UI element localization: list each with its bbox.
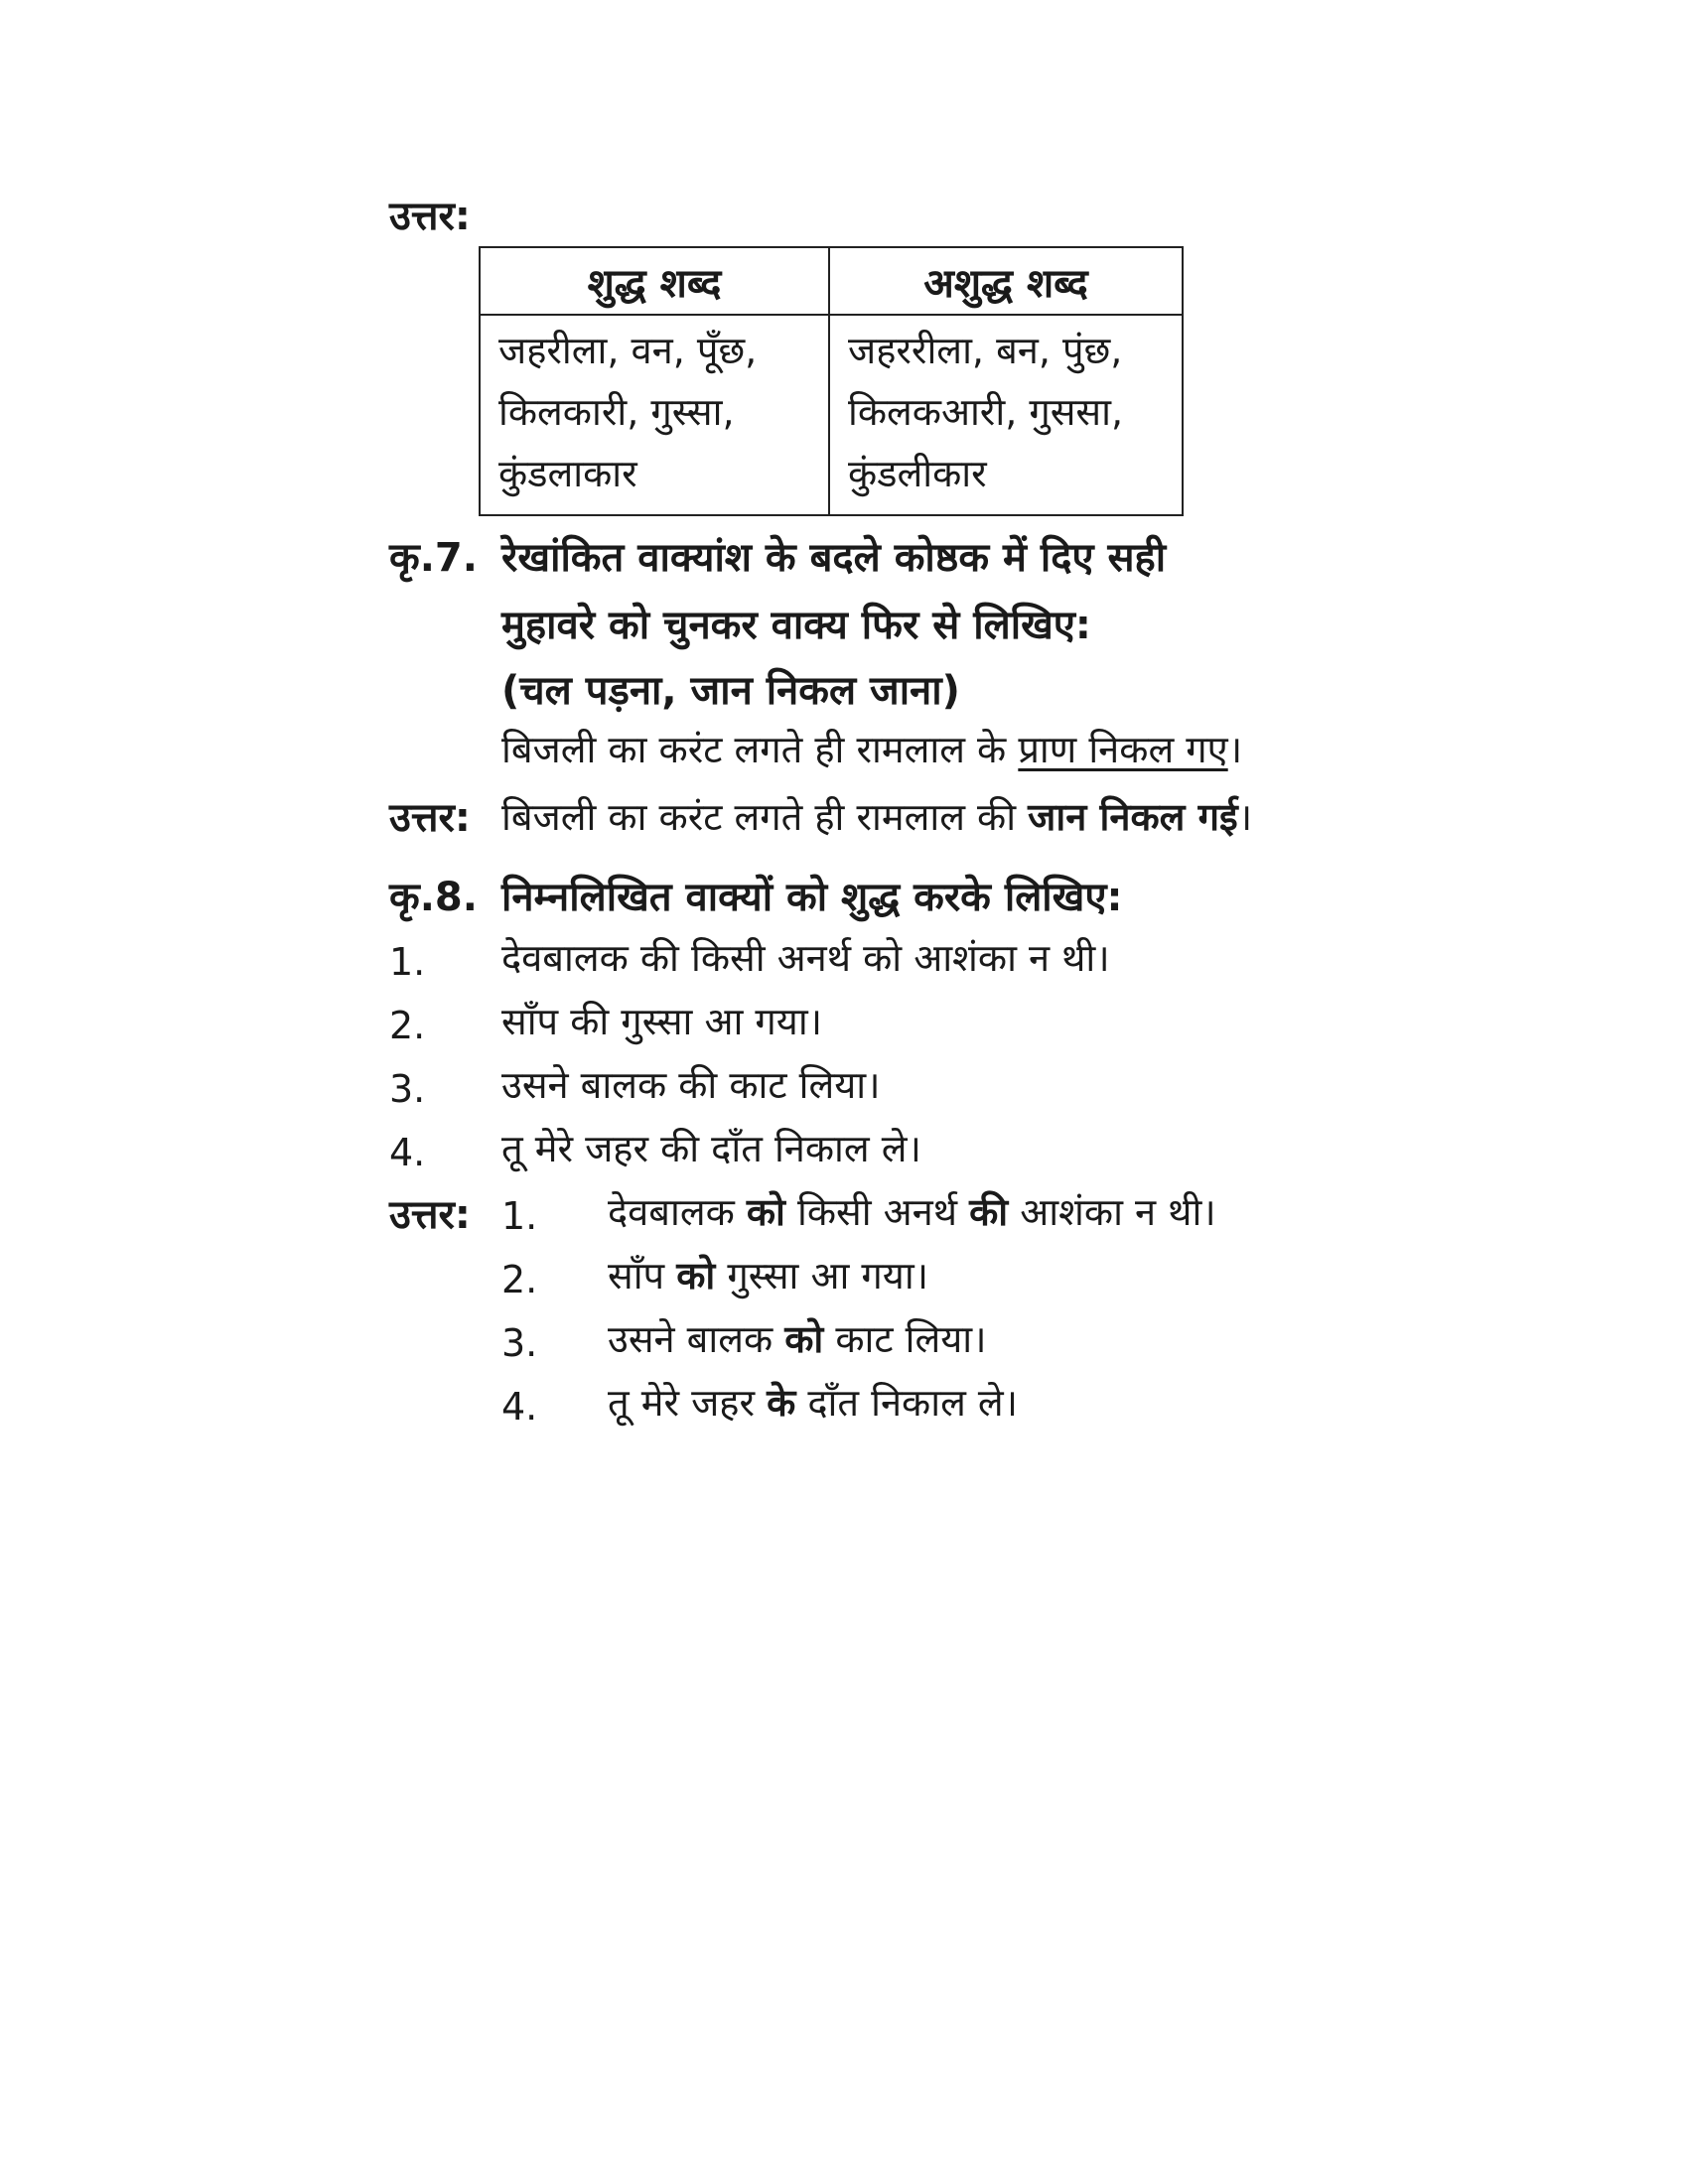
q8-item-num: 1. — [389, 940, 426, 984]
correct-line: जहरीला, वन, पूँछ, — [498, 329, 758, 372]
q7-answer-label: उत्तर: — [389, 795, 471, 841]
answer-label-top: उत्तर: — [389, 194, 471, 239]
answer-part: किसी अनर्थ — [784, 1190, 970, 1234]
q7-sentence-underlined: प्राण निकल गए — [1018, 728, 1228, 771]
correct-line: कुंडलाकार — [498, 452, 637, 495]
q7-answer-pre: बिजली का करंट लगते ही रामलाल की — [501, 795, 1029, 839]
table-row — [480, 315, 1183, 515]
answer-correction: को — [784, 1317, 824, 1361]
q8-answer-num: 3. — [501, 1321, 538, 1365]
answer-part: आशंका न थी। — [1008, 1190, 1216, 1234]
answer-part: साँप — [608, 1254, 677, 1297]
q8-answer-label: उत्तर: — [389, 1192, 471, 1238]
answer-correction: को — [746, 1190, 785, 1234]
q7-options: (चल पड़ना, जान निकल जाना) — [501, 668, 960, 714]
q8-number: कृ.8. — [389, 875, 478, 920]
q8-answer-text — [608, 1378, 1018, 1428]
answer-part: तू मेरे जहर — [608, 1381, 768, 1425]
incorrect-line: जहररीला, बन, पुंछ, — [848, 329, 1123, 372]
q8-answer-num: 1. — [501, 1194, 538, 1238]
q8-answer-text — [608, 1187, 1216, 1237]
answer-part: दाँत निकाल ले। — [795, 1381, 1019, 1425]
q7-number: कृ.7. — [389, 535, 478, 581]
table-cell-incorrect — [829, 315, 1183, 515]
answer-correction: के — [767, 1381, 796, 1425]
q8-item-text: उसने बालक की काट लिया। — [501, 1063, 881, 1107]
answer-correction: की — [969, 1190, 1009, 1234]
table-header-incorrect: अशुद्ध शब्द — [829, 247, 1183, 315]
q7-line2: मुहावरे को चुनकर वाक्य फिर से लिखिए: — [501, 603, 1091, 648]
table-header-row — [480, 247, 1183, 315]
answer-correction: को — [676, 1254, 716, 1297]
table-cell-correct — [480, 315, 829, 515]
q7-sentence-pre: बिजली का करंट लगते ही रामलाल के — [501, 728, 1019, 771]
q8-answer-text — [608, 1251, 928, 1300]
table-header-correct: शुद्ध शब्द — [480, 247, 829, 315]
correct-line: किलकारी, गुस्सा, — [498, 390, 735, 434]
q8-item-text: साँप की गुस्सा आ गया। — [501, 1000, 823, 1043]
q8-title: निम्नलिखित वाक्यों को शुद्ध करके लिखिए: — [501, 875, 1123, 920]
answer-part: देवबालक — [608, 1190, 747, 1234]
q8-item-num: 4. — [389, 1131, 426, 1174]
q7-sentence-end: । — [1227, 728, 1243, 771]
word-table — [479, 246, 1184, 516]
q8-answer-text — [608, 1314, 987, 1364]
q8-item-text: तू मेरे जहर की दाँत निकाल ले। — [501, 1127, 921, 1170]
q8-answer-num: 2. — [501, 1258, 538, 1301]
q7-line1: रेखांकित वाक्यांश के बदले कोष्ठक में दिए सही — [501, 535, 1167, 581]
answer-part: काट लिया। — [823, 1317, 987, 1361]
q7-answer-bold: जान निकल गई — [1028, 795, 1238, 839]
incorrect-line: किलकआरी, गुससा, — [848, 390, 1124, 434]
q8-item-num: 3. — [389, 1067, 426, 1111]
q7-sentence — [501, 725, 1242, 774]
incorrect-line: कुंडलीकार — [848, 452, 987, 495]
q8-answer-num: 4. — [501, 1385, 538, 1429]
q8-item-num: 2. — [389, 1004, 426, 1047]
q7-answer-end: । — [1237, 795, 1253, 839]
q7-answer — [501, 792, 1252, 842]
q8-item-text: देवबालक की किसी अनर्थ को आशंका न थी। — [501, 936, 1110, 980]
answer-part: उसने बालक — [608, 1317, 785, 1361]
answer-part: गुस्सा आ गया। — [715, 1254, 929, 1297]
